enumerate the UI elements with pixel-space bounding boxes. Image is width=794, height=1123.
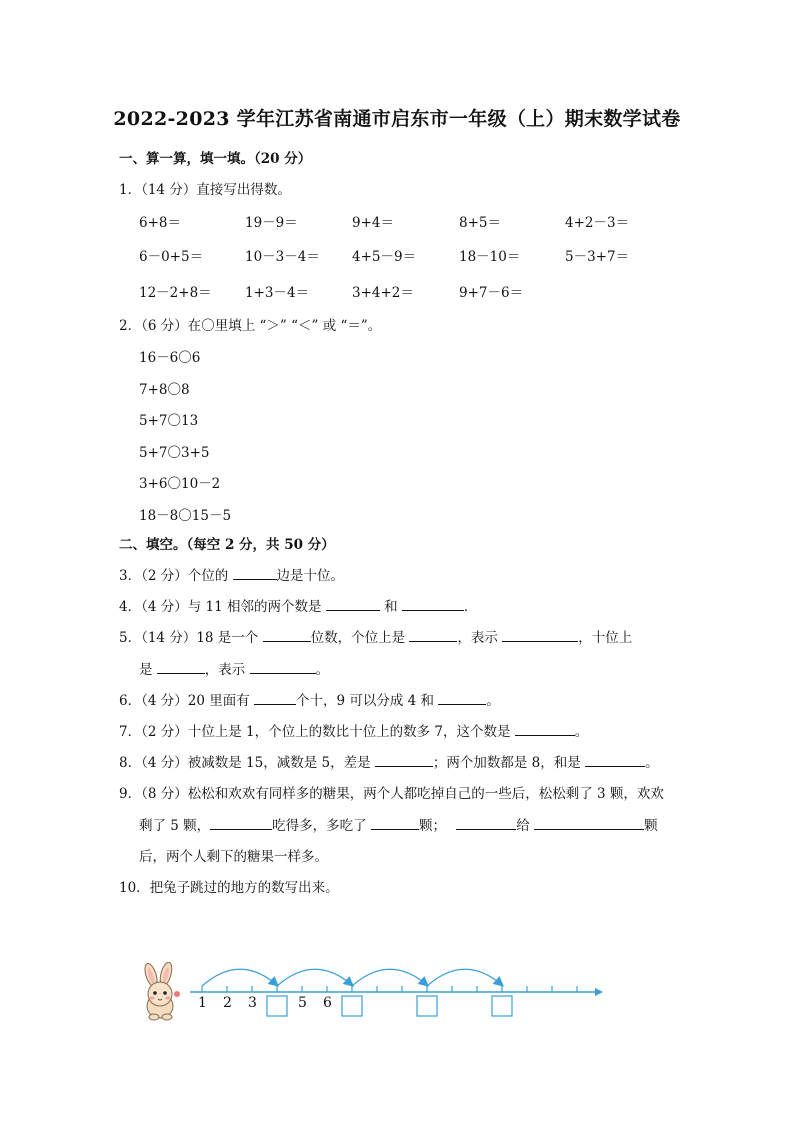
answer-blank[interactable] — [233, 567, 277, 580]
question-number: 5． — [119, 630, 142, 646]
number-label: 2 — [223, 995, 232, 1011]
answer-box[interactable] — [267, 996, 287, 1016]
compare-item: 3+6〇10－2 — [139, 476, 221, 492]
question-text: （4 分）20 里面有 — [141, 693, 250, 709]
question-number: 6． — [119, 693, 142, 709]
question-text: ；两个加数都是 8，和是 — [432, 755, 581, 771]
question-7 — [119, 720, 588, 740]
question-text: 颗； — [418, 818, 446, 834]
question-6 — [119, 689, 500, 709]
question-text: （4 分）与 11 相邻的两个数是 — [141, 599, 322, 615]
number-label: 1 — [198, 995, 207, 1011]
question-text: 颗 — [644, 818, 658, 834]
question-1-heading: （14 分）直接写出得数。 — [141, 182, 291, 198]
question-5-cont — [139, 658, 329, 678]
question-text: ，十位上 — [578, 630, 633, 646]
number-label: 6 — [323, 995, 332, 1011]
jump-arc — [427, 969, 502, 986]
question-10 — [119, 876, 339, 896]
jump-arc — [277, 969, 352, 986]
answer-blank[interactable] — [250, 661, 316, 674]
question-text: ，表示 — [457, 630, 498, 646]
question-9-cont — [139, 814, 658, 834]
question-text: 剩了 5 颗， — [139, 818, 211, 834]
calc-item: 19－9＝ — [245, 215, 298, 231]
answer-blank[interactable] — [157, 661, 205, 674]
answer-box[interactable] — [417, 996, 437, 1016]
question-number: 8． — [119, 755, 142, 771]
question-text: （8 分）松松和欢欢有同样多的糖果，两个人都吃掉自己的一些后，松松剩了 3 颗，欢欢 — [141, 786, 664, 802]
question-text: （2 分）个位的 — [141, 568, 229, 584]
compare-item: 5+7〇3+5 — [139, 444, 210, 461]
question-text: 位数，个位上是 — [310, 630, 406, 646]
question-text: 是 — [139, 662, 153, 678]
jump-arc — [352, 969, 427, 986]
question-text: 后，两个人剩下的糖果一样多。 — [139, 849, 328, 865]
question-text: （14 分）18 是一个 — [141, 630, 259, 646]
question-8 — [119, 751, 659, 771]
question-text: 。 — [645, 755, 659, 771]
question-text: 。 — [574, 724, 589, 740]
arrow-head-icon — [595, 988, 603, 996]
calc-item: 5－3+7＝ — [565, 249, 630, 265]
answer-blank[interactable] — [534, 817, 644, 830]
calc-item: 12－2+8＝ — [139, 285, 212, 301]
answer-box[interactable] — [342, 996, 362, 1016]
answer-blank[interactable] — [438, 692, 486, 705]
calc-item: 4+2－3＝ — [565, 215, 630, 231]
calc-item: 6－0+5＝ — [139, 249, 204, 265]
calc-item: 1+3－4＝ — [245, 285, 310, 301]
answer-blank[interactable] — [515, 723, 575, 736]
compare-item: 5+7〇13 — [139, 413, 199, 429]
question-9-cont2 — [139, 845, 328, 865]
question-text: （2 分）十位上是 1，个位上的数比十位上的数多 7，这个数是 — [141, 724, 511, 740]
answer-blank[interactable] — [402, 598, 464, 611]
question-number: 9． — [119, 786, 142, 802]
question-2-heading: （6 分）在〇里填上 “＞” “＜” 或 “＝”。 — [141, 318, 382, 334]
answer-blank[interactable] — [409, 629, 457, 642]
answer-blank[interactable] — [263, 629, 311, 642]
compare-item: 18－8〇15－5 — [139, 507, 232, 524]
question-text: 。 — [486, 693, 500, 709]
answer-blank[interactable] — [456, 817, 516, 830]
answer-blank[interactable] — [210, 817, 272, 830]
answer-blank[interactable] — [502, 629, 578, 642]
question-5 — [119, 626, 632, 646]
question-number: 4． — [119, 599, 142, 615]
question-text: （4 分）被减数是 15，减数是 5，差是 — [141, 755, 371, 771]
calc-item: 18－10＝ — [459, 249, 521, 265]
exam-title: 2022-2023 学年江苏省南通市启东市一年级（上）期末数学试卷 — [113, 108, 681, 130]
calc-item: 10－3－4＝ — [245, 249, 320, 265]
question-2 — [119, 314, 381, 334]
answer-blank[interactable] — [371, 817, 419, 830]
section-2-heading: 二、填空。（每空 2 分，共 50 分） — [119, 537, 335, 553]
number-label: 3 — [248, 995, 257, 1011]
calc-item: 9+7－6＝ — [459, 285, 524, 301]
calc-item: 9+4＝ — [352, 215, 394, 231]
question-text: 给 — [516, 818, 530, 834]
calc-item: 8+5＝ — [459, 215, 501, 231]
question-number: 3． — [119, 568, 142, 584]
question-text: ，表示 — [204, 662, 246, 678]
question-number: 10． — [119, 880, 150, 896]
compare-item: 16－6〇6 — [139, 350, 201, 366]
section-1-heading: 一、算一算，填一填。（20 分） — [119, 151, 312, 167]
rabbit-icon — [134, 962, 190, 1022]
calc-item: 3+4+2＝ — [352, 285, 414, 301]
question-4 — [119, 595, 477, 615]
calc-item: 6+8＝ — [139, 215, 181, 231]
question-3 — [119, 564, 344, 584]
answer-box[interactable] — [492, 996, 512, 1016]
answer-blank[interactable] — [585, 754, 645, 767]
question-9 — [119, 782, 664, 802]
compare-item: 7+8〇8 — [139, 381, 190, 398]
question-number: 2． — [119, 318, 142, 334]
answer-blank[interactable] — [254, 692, 296, 705]
question-1 — [119, 178, 291, 198]
question-text: 和 — [384, 599, 398, 615]
calc-item: 4+5－9＝ — [352, 249, 417, 265]
question-text: ． — [463, 599, 478, 615]
question-number: 1． — [119, 182, 142, 198]
number-label: 5 — [298, 995, 307, 1011]
answer-blank[interactable] — [326, 598, 380, 611]
answer-blank[interactable] — [375, 754, 433, 767]
question-number: 7． — [119, 724, 142, 740]
question-text: 。 — [315, 662, 330, 678]
question-text: 个十，9 可以分成 4 和 — [296, 693, 435, 709]
question-text: 边是十位。 — [276, 568, 345, 584]
jump-arc — [202, 969, 277, 986]
question-text: 吃得多，多吃了 — [272, 818, 367, 834]
question-text: 把兔子跳过的地方的数写出来。 — [149, 880, 339, 896]
